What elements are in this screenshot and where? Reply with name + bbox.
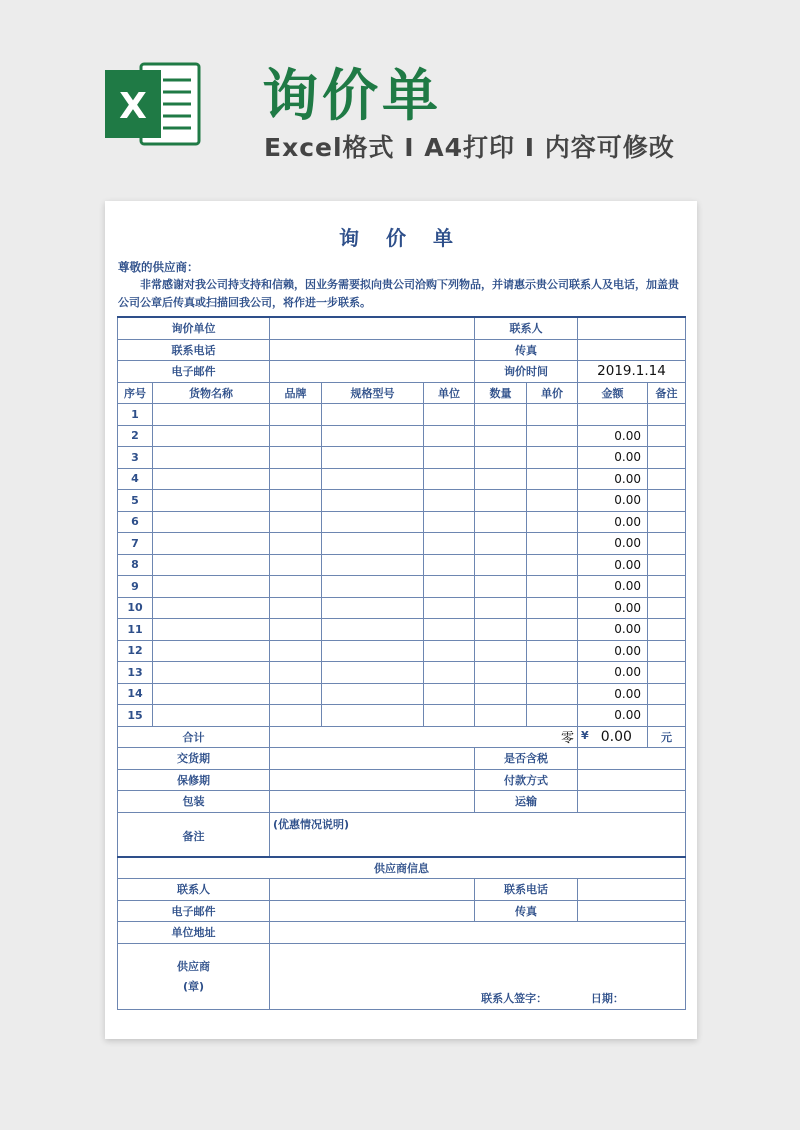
cell-price[interactable] xyxy=(527,511,578,533)
tax-field[interactable] xyxy=(578,748,686,770)
cell-qty[interactable] xyxy=(475,597,527,619)
cell-amount: 0.00 xyxy=(578,554,648,576)
table-row xyxy=(118,597,686,619)
cell-remark[interactable] xyxy=(648,662,686,684)
cell-unit[interactable] xyxy=(424,533,475,555)
remarks-label: 备注 xyxy=(118,812,270,857)
cell-name[interactable] xyxy=(153,511,270,533)
phone-field[interactable] xyxy=(270,339,475,361)
excel-logo-icon xyxy=(103,58,203,150)
cell-brand[interactable] xyxy=(270,554,322,576)
cell-remark[interactable] xyxy=(648,468,686,490)
date-label: 询价时间 xyxy=(475,361,578,383)
table-row xyxy=(118,554,686,576)
company-field[interactable] xyxy=(270,317,475,339)
cell-brand[interactable] xyxy=(270,425,322,447)
fax-label: 传真 xyxy=(475,339,578,361)
cell-remark[interactable] xyxy=(648,511,686,533)
remarks-field[interactable]: (优惠情况说明) xyxy=(270,812,686,857)
currency-symbol: ¥ xyxy=(581,728,589,742)
cell-qty[interactable] xyxy=(475,705,527,727)
cell-name[interactable] xyxy=(153,490,270,512)
cell-price[interactable] xyxy=(527,576,578,598)
cell-brand[interactable] xyxy=(270,511,322,533)
cell-remark[interactable] xyxy=(648,554,686,576)
header-price: 单价 xyxy=(527,382,578,404)
cell-amount: 0.00 xyxy=(578,705,648,727)
cell-spec[interactable] xyxy=(322,640,424,662)
cell-amount: 0.00 xyxy=(578,640,648,662)
cell-qty[interactable] xyxy=(475,683,527,705)
cell-amount: 0.00 xyxy=(578,447,648,469)
cell-remark[interactable] xyxy=(648,683,686,705)
cell-spec[interactable] xyxy=(322,683,424,705)
cell-name[interactable] xyxy=(153,705,270,727)
supplier-email-field[interactable] xyxy=(270,900,475,922)
cell-name[interactable] xyxy=(153,640,270,662)
total-row xyxy=(118,726,686,748)
row-no: 4 xyxy=(118,468,153,490)
cell-unit[interactable] xyxy=(424,490,475,512)
cell-qty[interactable] xyxy=(475,404,527,426)
cell-unit[interactable] xyxy=(424,425,475,447)
table-row xyxy=(118,468,686,490)
cell-name[interactable] xyxy=(153,447,270,469)
cell-unit[interactable] xyxy=(424,468,475,490)
cell-name[interactable] xyxy=(153,468,270,490)
cell-price[interactable] xyxy=(527,683,578,705)
cell-remark[interactable] xyxy=(648,404,686,426)
email-field[interactable] xyxy=(270,361,475,383)
svg-text:X: X xyxy=(119,86,147,127)
cell-unit[interactable] xyxy=(424,576,475,598)
header-qty: 数量 xyxy=(475,382,527,404)
cell-qty[interactable] xyxy=(475,640,527,662)
header-name: 货物名称 xyxy=(153,382,270,404)
total-in-words: 零 xyxy=(270,726,578,748)
cell-unit[interactable] xyxy=(424,705,475,727)
warranty-label: 保修期 xyxy=(118,769,270,791)
cell-brand[interactable] xyxy=(270,404,322,426)
cell-unit[interactable] xyxy=(424,511,475,533)
shipping-label: 运输 xyxy=(475,791,578,813)
cell-remark[interactable] xyxy=(648,447,686,469)
row-no: 15 xyxy=(118,705,153,727)
cell-price[interactable] xyxy=(527,468,578,490)
cell-spec[interactable] xyxy=(322,511,424,533)
cell-spec[interactable] xyxy=(322,404,424,426)
cell-qty[interactable] xyxy=(475,533,527,555)
row-no: 9 xyxy=(118,576,153,598)
table-row xyxy=(118,662,686,684)
cell-amount: 0.00 xyxy=(578,425,648,447)
cell-brand[interactable] xyxy=(270,619,322,641)
payment-label: 付款方式 xyxy=(475,769,578,791)
cell-qty[interactable] xyxy=(475,619,527,641)
cell-brand[interactable] xyxy=(270,468,322,490)
header-spec: 规格型号 xyxy=(322,382,424,404)
cell-price[interactable] xyxy=(527,554,578,576)
cell-qty[interactable] xyxy=(475,490,527,512)
table-row xyxy=(118,404,686,426)
total-unit: 元 xyxy=(648,726,686,748)
supplier-fax-field[interactable] xyxy=(578,900,686,922)
table-row xyxy=(118,533,686,555)
supplier-phone-label: 联系电话 xyxy=(475,879,578,901)
supplier-seal-label xyxy=(118,943,270,1009)
cell-name[interactable] xyxy=(153,425,270,447)
phone-label: 联系电话 xyxy=(118,339,270,361)
cell-price[interactable] xyxy=(527,705,578,727)
cell-name[interactable] xyxy=(153,554,270,576)
cell-spec[interactable] xyxy=(322,662,424,684)
packing-field[interactable] xyxy=(270,791,475,813)
cell-price[interactable] xyxy=(527,404,578,426)
cell-unit[interactable] xyxy=(424,640,475,662)
company-label: 询价单位 xyxy=(118,317,270,339)
inquiry-table xyxy=(117,316,686,1010)
cell-amount: 0.00 xyxy=(578,533,648,555)
cell-spec[interactable] xyxy=(322,554,424,576)
cell-remark[interactable] xyxy=(648,576,686,598)
supplier-phone-field[interactable] xyxy=(578,879,686,901)
table-row xyxy=(118,576,686,598)
row-no: 5 xyxy=(118,490,153,512)
header-no: 序号 xyxy=(118,382,153,404)
cell-unit[interactable] xyxy=(424,404,475,426)
cell-remark[interactable] xyxy=(648,705,686,727)
cell-brand[interactable] xyxy=(270,533,322,555)
row-no: 6 xyxy=(118,511,153,533)
warranty-field[interactable] xyxy=(270,769,475,791)
cell-amount: 0.00 xyxy=(578,662,648,684)
cell-remark[interactable] xyxy=(648,619,686,641)
row-no: 12 xyxy=(118,640,153,662)
row-no: 10 xyxy=(118,597,153,619)
cell-brand[interactable] xyxy=(270,597,322,619)
table-row xyxy=(118,619,686,641)
cell-unit[interactable] xyxy=(424,619,475,641)
table-row xyxy=(118,425,686,447)
cell-price[interactable] xyxy=(527,447,578,469)
row-no: 13 xyxy=(118,662,153,684)
cell-amount: 0.00 xyxy=(578,490,648,512)
inquiry-sheet xyxy=(105,201,697,1039)
cell-amount: 0.00 xyxy=(578,511,648,533)
signature-label: 联系人签字： xyxy=(481,991,548,1005)
table-row xyxy=(118,447,686,469)
intro-paragraph: 非常感谢对我公司持支持和信赖，因业务需要拟向贵公司洽购下列物品，并请惠示贵公司联系人及电话，加盖贵公司公章后传真或扫描回我公司，将作进一步联系。 xyxy=(118,278,679,309)
header-remark: 备注 xyxy=(648,382,686,404)
greeting: 尊敬的供应商： xyxy=(118,260,199,274)
table-row xyxy=(118,640,686,662)
cell-price[interactable] xyxy=(527,640,578,662)
cell-spec[interactable] xyxy=(322,705,424,727)
row-no: 14 xyxy=(118,683,153,705)
contact-field[interactable] xyxy=(578,317,686,339)
cell-price[interactable] xyxy=(527,533,578,555)
table-row xyxy=(118,705,686,727)
items-header-row xyxy=(118,382,686,404)
cell-name[interactable] xyxy=(153,533,270,555)
supplier-contact-label: 联系人 xyxy=(118,879,270,901)
fax-field[interactable] xyxy=(578,339,686,361)
cell-spec[interactable] xyxy=(322,447,424,469)
cell-qty[interactable] xyxy=(475,425,527,447)
cell-unit[interactable] xyxy=(424,683,475,705)
cell-amount: 0.00 xyxy=(578,683,648,705)
banner-subtitle: Excel格式 I A4打印 I 内容可修改 xyxy=(264,133,675,162)
total-amount: 0.00 xyxy=(600,728,632,745)
cell-qty[interactable] xyxy=(475,554,527,576)
row-no: 11 xyxy=(118,619,153,641)
cell-price[interactable] xyxy=(527,490,578,512)
cell-price[interactable] xyxy=(527,425,578,447)
cell-remark[interactable] xyxy=(648,640,686,662)
supplier-section-title: 供应商信息 xyxy=(118,857,686,879)
cell-remark[interactable] xyxy=(648,597,686,619)
cell-qty[interactable] xyxy=(475,662,527,684)
cell-qty[interactable] xyxy=(475,447,527,469)
total-label: 合计 xyxy=(118,726,270,748)
cell-spec[interactable] xyxy=(322,468,424,490)
cell-name[interactable] xyxy=(153,662,270,684)
row-no: 1 xyxy=(118,404,153,426)
cell-name[interactable] xyxy=(153,683,270,705)
cell-brand[interactable] xyxy=(270,662,322,684)
cell-unit[interactable] xyxy=(424,662,475,684)
date-field[interactable]: 2019.1.14 xyxy=(578,361,686,383)
cell-qty[interactable] xyxy=(475,511,527,533)
cell-brand[interactable] xyxy=(270,705,322,727)
cell-name[interactable] xyxy=(153,404,270,426)
cell-brand[interactable] xyxy=(270,576,322,598)
contact-label: 联系人 xyxy=(475,317,578,339)
header-brand: 品牌 xyxy=(270,382,322,404)
cell-amount xyxy=(578,404,648,426)
supplier-address-field[interactable] xyxy=(270,922,686,944)
cell-price[interactable] xyxy=(527,619,578,641)
shipping-field[interactable] xyxy=(578,791,686,813)
cell-price[interactable] xyxy=(527,662,578,684)
header-unit: 单位 xyxy=(424,382,475,404)
cell-unit[interactable] xyxy=(424,447,475,469)
cell-remark[interactable] xyxy=(648,490,686,512)
cell-spec[interactable] xyxy=(322,619,424,641)
total-value xyxy=(578,726,648,748)
cell-spec[interactable] xyxy=(322,425,424,447)
cell-name[interactable] xyxy=(153,619,270,641)
cell-brand[interactable] xyxy=(270,490,322,512)
cell-spec[interactable] xyxy=(322,533,424,555)
supplier-signature-area[interactable] xyxy=(270,943,686,1009)
sign-date-label: 日期： xyxy=(590,991,624,1005)
cell-name[interactable] xyxy=(153,597,270,619)
cell-remark[interactable] xyxy=(648,425,686,447)
table-row xyxy=(118,490,686,512)
cell-spec[interactable] xyxy=(322,576,424,598)
cell-amount: 0.00 xyxy=(578,597,648,619)
row-no: 8 xyxy=(118,554,153,576)
row-no: 2 xyxy=(118,425,153,447)
supplier-email-label: 电子邮件 xyxy=(118,900,270,922)
seal-label: (章) xyxy=(182,980,205,993)
supplier-address-label: 单位地址 xyxy=(118,922,270,944)
tax-label: 是否含税 xyxy=(475,748,578,770)
cell-qty[interactable] xyxy=(475,576,527,598)
document-title: 询 价 单 xyxy=(339,226,463,250)
header-amount: 金额 xyxy=(578,382,648,404)
packing-label: 包装 xyxy=(118,791,270,813)
cell-brand[interactable] xyxy=(270,447,322,469)
cell-price[interactable] xyxy=(527,597,578,619)
supplier-label: 供应商 xyxy=(177,960,210,973)
delivery-field[interactable] xyxy=(270,748,475,770)
cell-amount: 0.00 xyxy=(578,576,648,598)
cell-unit[interactable] xyxy=(424,554,475,576)
cell-brand[interactable] xyxy=(270,683,322,705)
email-label: 电子邮件 xyxy=(118,361,270,383)
table-row xyxy=(118,511,686,533)
cell-amount: 0.00 xyxy=(578,619,648,641)
supplier-contact-field[interactable] xyxy=(270,879,475,901)
cell-unit[interactable] xyxy=(424,597,475,619)
supplier-fax-label: 传真 xyxy=(475,900,578,922)
row-no: 7 xyxy=(118,533,153,555)
delivery-label: 交货期 xyxy=(118,748,270,770)
cell-name[interactable] xyxy=(153,576,270,598)
banner-title: 询价单 xyxy=(262,64,442,129)
cell-spec[interactable] xyxy=(322,490,424,512)
payment-field[interactable] xyxy=(578,769,686,791)
row-no: 3 xyxy=(118,447,153,469)
cell-brand[interactable] xyxy=(270,640,322,662)
cell-qty[interactable] xyxy=(475,468,527,490)
cell-remark[interactable] xyxy=(648,533,686,555)
cell-spec[interactable] xyxy=(322,597,424,619)
table-row xyxy=(118,683,686,705)
cell-amount: 0.00 xyxy=(578,468,648,490)
